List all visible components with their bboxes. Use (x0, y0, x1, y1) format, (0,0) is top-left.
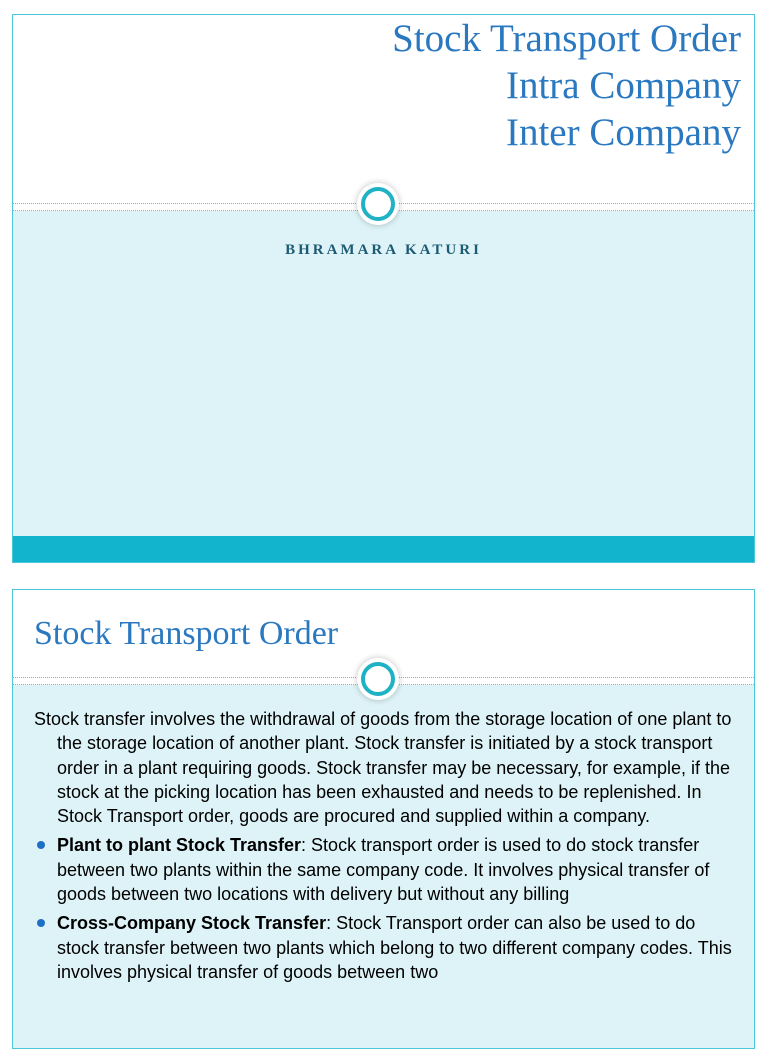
slide-title: Stock Transport Order (34, 615, 339, 652)
ring-ornament-icon (361, 187, 395, 221)
title-line: Intra Company (505, 64, 741, 107)
title-line: Inter Company (505, 111, 741, 154)
bullet-term: Plant to plant Stock Transfer (57, 835, 302, 856)
bullet-dot-icon (37, 841, 45, 849)
slide-title (392, 15, 741, 156)
content-slide (12, 589, 755, 1049)
intro-paragraph: Stock transfer involves the withdrawal of goods from the storage location of one plant to the storage location of another plant. Stock transfer is initiated by a stock transport order in a plant requiring goods. Stock transfer may be necessary, for example, if the stock at the picking location has been exhausted and needs to be replenished. In Stock Transport order, goods are procured and supplied within a company. (34, 709, 732, 827)
slide-body (34, 707, 740, 984)
title-slide (12, 14, 755, 563)
subtitle-panel (13, 211, 754, 562)
bullet-term: Cross-Company Stock Transfer (57, 913, 327, 934)
ring-ornament-icon (361, 662, 395, 696)
list-item (34, 833, 740, 906)
bullet-text: : Stock transport order is used to do stock transfer between two plants within the same company code. It involves physical transfer of goods between two locations with delivery but without any billing (57, 835, 710, 905)
footer-band (13, 536, 754, 562)
list-item (34, 911, 740, 984)
bullet-text: : Stock Transport order can also be used to do stock transfer between two plants which belong to two different company codes. This involves physical transfer of goods between two (57, 913, 732, 982)
title-line: Stock Transport Order (392, 17, 741, 60)
author-name: BHRAMARA KATURI (285, 242, 482, 258)
bullet-dot-icon (37, 919, 45, 927)
